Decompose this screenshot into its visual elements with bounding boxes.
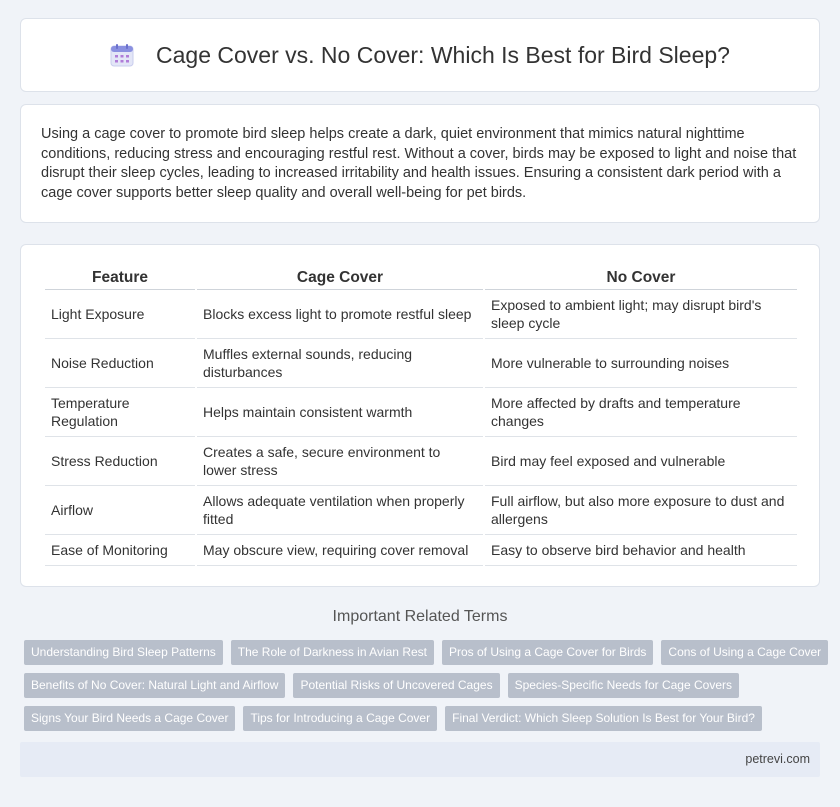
table-row [45, 339, 797, 388]
tag-row [24, 640, 824, 665]
table-cell: Exposed to ambient light; may disrupt bird's sleep cycle [485, 290, 797, 339]
page-title: Cage Cover vs. No Cover: Which Is Best for Bird Sleep? [156, 41, 730, 68]
table-cell: Ease of Monitoring [45, 535, 195, 566]
header-no-cover: No Cover [485, 265, 797, 290]
table-cell: Muffles external sounds, reducing disturbances [197, 339, 483, 388]
related-term-tag[interactable]: Final Verdict: Which Sleep Solution Is Best for Your Bird? [445, 706, 762, 731]
related-terms-title: Important Related Terms [332, 608, 508, 625]
table-row [45, 437, 797, 486]
table-row [45, 486, 797, 535]
related-term-tag[interactable]: Cons of Using a Cage Cover [661, 640, 828, 665]
table-cell: Allows adequate ventilation when properly fitted [197, 486, 483, 535]
table-row [45, 388, 797, 437]
table-cell: Airflow [45, 486, 195, 535]
tag-row [24, 673, 824, 698]
table-cell: Bird may feel exposed and vulnerable [485, 437, 797, 486]
table-row [45, 290, 797, 339]
table-cell: Helps maintain consistent warmth [197, 388, 483, 437]
table-row [45, 535, 797, 566]
table-cell: Temperature Regulation [45, 388, 195, 437]
intro-card [20, 104, 820, 223]
related-term-tag[interactable]: Understanding Bird Sleep Patterns [24, 640, 223, 665]
related-term-tag[interactable]: The Role of Darkness in Avian Rest [231, 640, 434, 665]
header-feature: Feature [45, 265, 195, 290]
footer [20, 742, 820, 777]
table-cell: Blocks excess light to promote restful sleep [197, 290, 483, 339]
related-term-tag[interactable]: Signs Your Bird Needs a Cage Cover [24, 706, 235, 731]
table-cell: Easy to observe bird behavior and health [485, 535, 797, 566]
table-cell: More vulnerable to surrounding noises [485, 339, 797, 388]
intro-text: Using a cage cover to promote bird sleep helps create a dark, quiet environment that mimics natural nighttime conditions, reducing stress and encouraging restful rest. Without a cover, birds may be exposed to light and noise that disrupt their sleep cycles, leading to increased irritability and health issues. Ensuring a consistent dark period with a cage cover supports better sleep quality and overall well-being for pet birds. [41, 126, 797, 201]
table-cell: Full airflow, but also more exposure to dust and allergens [485, 486, 797, 535]
table-cell: More affected by drafts and temperature changes [485, 388, 797, 437]
table-cell: Creates a safe, secure environment to lower stress [197, 437, 483, 486]
table-cell: Stress Reduction [45, 437, 195, 486]
tag-row [24, 706, 824, 731]
related-term-tag[interactable]: Potential Risks of Uncovered Cages [293, 673, 499, 698]
comparison-table-card [20, 244, 820, 587]
site-name[interactable]: petrevi.com [745, 752, 810, 766]
header-cage-cover: Cage Cover [197, 265, 483, 290]
related-term-tag[interactable]: Tips for Introducing a Cage Cover [243, 706, 437, 731]
calendar-icon [110, 43, 134, 67]
related-terms-tags [24, 640, 824, 739]
related-term-tag[interactable]: Benefits of No Cover: Natural Light and Airflow [24, 673, 285, 698]
comparison-table [43, 265, 799, 566]
table-cell: May obscure view, requiring cover removal [197, 535, 483, 566]
title-card [20, 18, 820, 92]
related-term-tag[interactable]: Pros of Using a Cage Cover for Birds [442, 640, 653, 665]
related-term-tag[interactable]: Species-Specific Needs for Cage Covers [508, 673, 739, 698]
table-cell: Noise Reduction [45, 339, 195, 388]
table-cell: Light Exposure [45, 290, 195, 339]
